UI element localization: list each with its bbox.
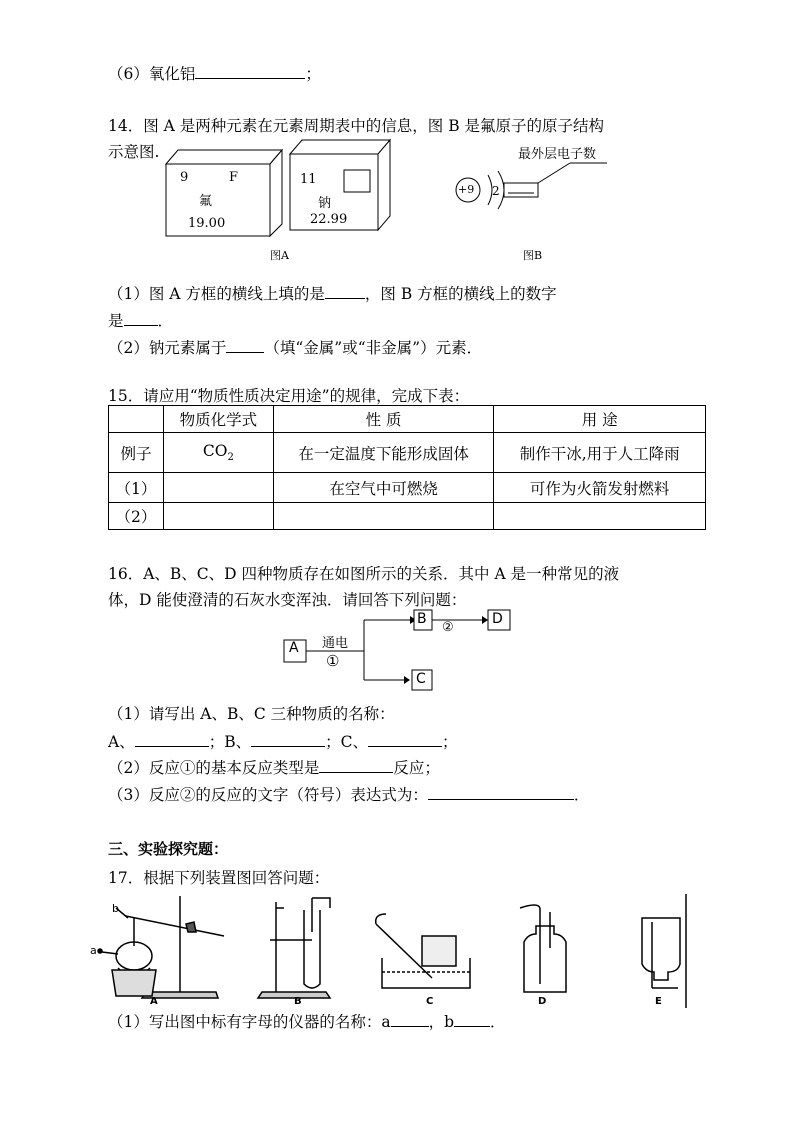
q17-sub1-text2: ，b [428,1013,455,1031]
apparatus-b [258,898,330,998]
q14-sub2-text2: （填“金属”或“非金属”）元素． [264,339,483,357]
q14-line2: 示意图. [108,143,160,161]
q14-sub1-blank-a[interactable] [325,284,365,299]
step-1-label: ① [326,652,340,670]
q13-6-blank[interactable] [195,64,305,79]
q15-table [108,405,706,530]
q14-sub2-line [108,336,482,358]
q14-line1: 14．图 A 是两种元素在元素周期表中的信息，图 B 是氟原子的原子结构 [108,117,605,135]
apparatus-c [376,914,470,988]
q16-line2: 体，D 能使澄清的石灰水变浑浊．请回答下列问题： [108,591,467,609]
formula-subscript: 2 [227,452,234,464]
apparatus-d-label: D [538,996,547,1007]
step-2-label: ② [442,620,454,635]
q13-6-line [108,62,321,84]
q17-sub1-tail: ． [490,1013,506,1031]
arrow-label-electrolysis: 通电 [322,636,349,651]
table-row [109,433,706,473]
formula-cell[interactable] [163,473,273,503]
outer-electron-box[interactable] [504,183,538,197]
label-b: B [417,611,427,627]
blank-expression[interactable] [428,785,574,800]
table-row [109,503,706,530]
property-cell[interactable] [273,503,494,530]
q16-sub3 [108,783,589,805]
apparatus-d [520,905,566,992]
formula-cell[interactable] [163,503,273,530]
card-f-mass: 19.00 [188,216,226,231]
outer-electron-callout: 最外层电子数 [518,147,597,162]
use-cell: 制作干冰,用于人工降雨 [494,433,706,473]
q16-sub2 [108,756,440,778]
table-row [109,473,706,503]
inner-shell-electrons: 2 [492,184,500,198]
card-na-number: 11 [300,172,317,187]
section-heading: 三、实验探究题： [108,840,229,858]
q14-sub1-text: （1）图 A 方框的横线上填的是 [108,285,325,303]
q15-title: 15．请应用“物质性质决定用途”的规律，完成下表： [108,387,470,405]
card-na-mass: 22.99 [310,212,348,227]
names-b-label: ；B、 [208,733,252,751]
q13-6-label: （6）氧化铝 [108,65,196,83]
q16-sub2-tail: 反应； [393,759,440,777]
figure-b-caption: 图B [523,249,543,262]
q16-sub3-text: （3）反应②的反应的文字（符号）表达式为： [108,786,428,804]
property-cell: 在一定温度下能形成固体 [273,433,494,473]
sodium-symbol-blank-box[interactable] [344,170,370,192]
apparatus-e [642,894,686,1008]
q17-sub1 [108,1010,506,1032]
q14-sub2-text: （2）钠元素属于 [108,339,227,357]
table-header-cell: 性 质 [273,406,494,433]
blank-instrument-b[interactable] [454,1012,490,1027]
q14-sub1-text2: ，图 B 方框的横线上的数字 [364,285,557,303]
label-a: A [289,640,299,656]
q17-sub1-text: （1）写出图中标有字母的仪器的名称：a [108,1013,391,1031]
blank-b-name[interactable] [251,732,325,747]
nucleus-charge: +9 [458,183,475,196]
figure-a-caption: 图A [270,249,289,262]
apparatus-e-label: E [655,996,662,1007]
q17-apparatus-figure [86,888,696,1014]
card-f-name: 氟 [199,194,213,209]
names-a-label: A、 [108,733,135,751]
q13-6-tail: ； [305,65,321,83]
label-b-pointer: b [112,902,119,915]
names-c-label: ；C、 [325,733,368,751]
apparatus-b-label: B [294,996,302,1007]
q14-sub1-text4: ． [157,312,174,330]
q16-reaction-diagram [280,606,520,696]
table-header-cell: 用 途 [494,406,706,433]
formula-text: CO [202,441,228,460]
apparatus-a-label: A [150,996,158,1007]
q16-line1: 16．A、B、C、D 四种物质存在如图所示的关系．其中 A 是一种常见的液 [108,565,620,583]
label-d: D [492,611,503,627]
label-a-pointer: a [90,944,97,957]
blank-c-name[interactable] [368,732,442,747]
use-cell: 可作为火箭发射燃料 [494,473,706,503]
q16-sub2-text: （2）反应①的基本反应类型是 [108,759,320,777]
row-label: 例子 [109,433,164,473]
q14-sub1-line1 [108,282,557,304]
formula-cell [163,433,273,473]
blank-instrument-a[interactable] [391,1012,429,1027]
row-label: （2） [109,503,164,530]
q16-sub3-tail: ． [573,786,590,804]
row-label: （1） [109,473,164,503]
table-header-row [109,406,706,433]
label-c: C [416,671,426,687]
card-f-symbol: F [229,170,239,185]
blank-a-name[interactable] [135,732,209,747]
q14-sub2-blank[interactable] [226,338,264,353]
q16-names-line [108,730,457,752]
q14-sub1-blank-b[interactable] [124,311,158,326]
card-f-number: 9 [180,170,189,185]
q14-sub1-text3: 是 [108,312,124,330]
table-header-cell: 物质化学式 [163,406,273,433]
q17-line1: 17．根据下列装置图回答问题： [108,869,330,887]
q16-sub1: （1）请写出 A、B、C 三种物质的名称： [108,705,395,723]
apparatus-c-label: C [426,996,434,1007]
blank-reaction-type[interactable] [319,758,393,773]
table-header-cell [109,406,164,433]
q14-sub1-line2 [108,309,173,331]
property-cell: 在空气中可燃烧 [273,473,494,503]
names-end: ； [441,733,458,751]
card-na-name: 钠 [318,196,332,211]
use-cell[interactable] [494,503,706,530]
